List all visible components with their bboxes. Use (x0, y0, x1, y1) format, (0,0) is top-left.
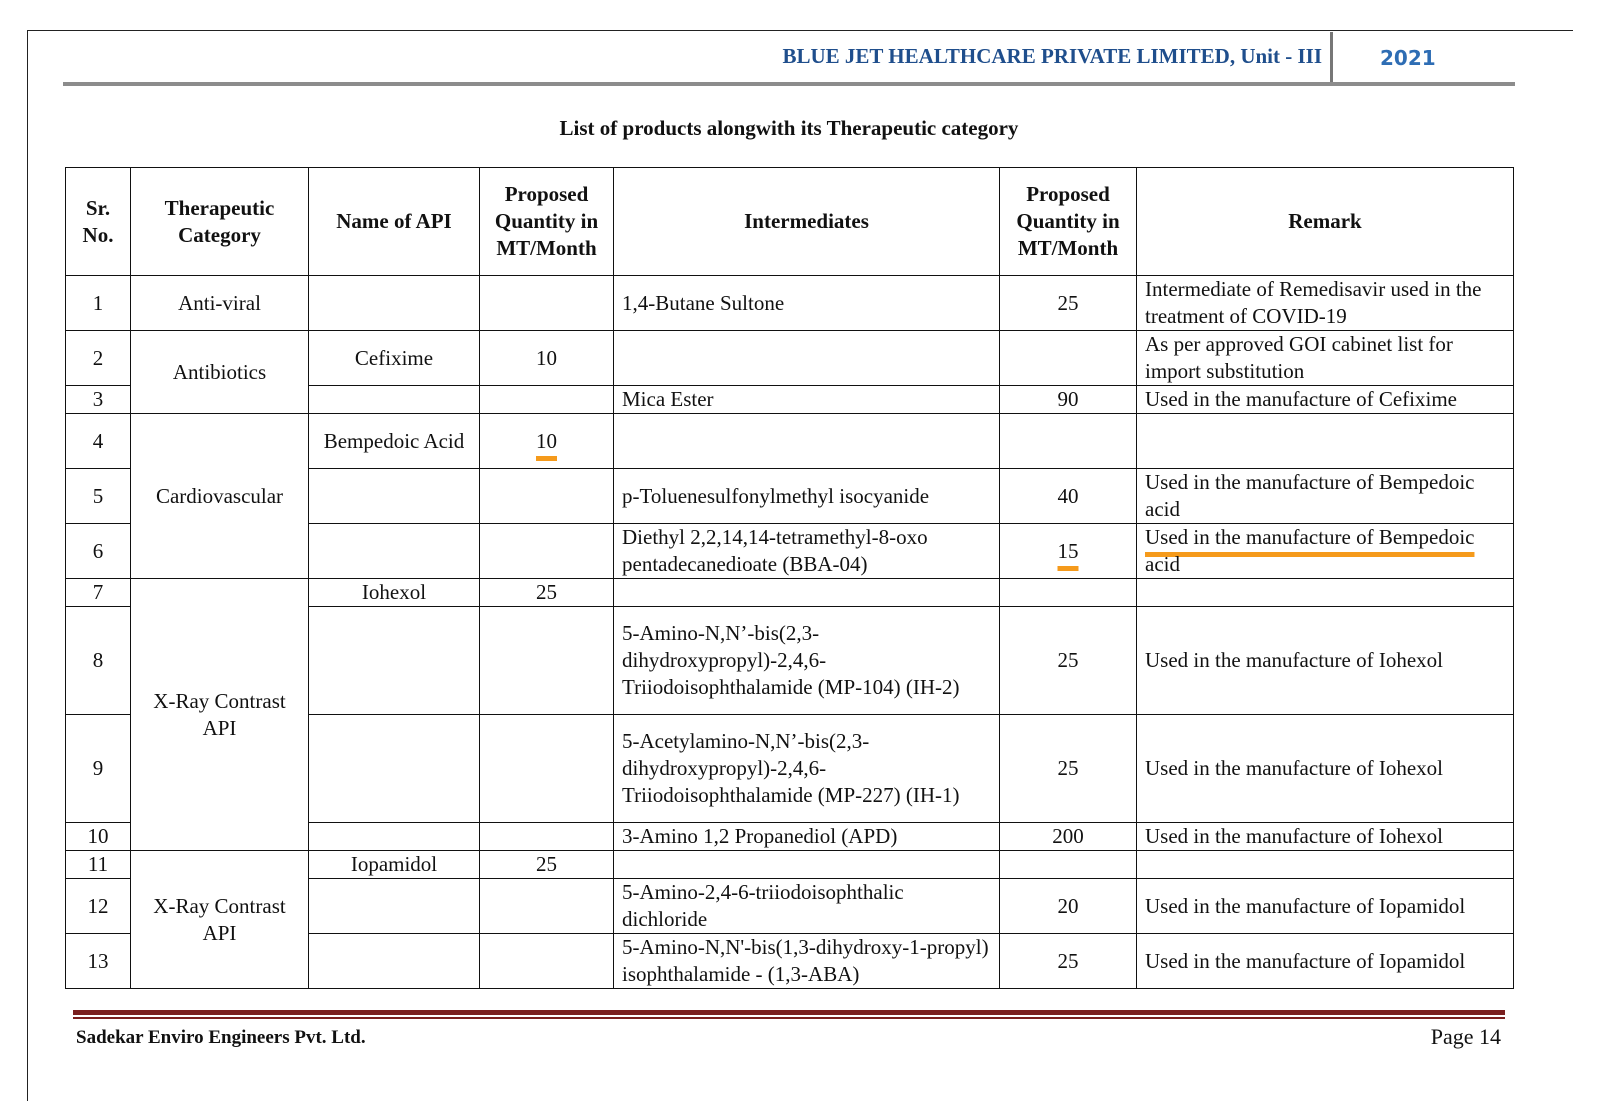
sr-no-cell: 6 (66, 524, 131, 579)
header-year: 2021 (1380, 46, 1436, 70)
category-cell: X-Ray Contrast API (131, 851, 309, 989)
intermediate-cell (614, 579, 1000, 607)
remark-cell: Used in the manufacture of Iopamidol (1137, 934, 1514, 989)
table-row (66, 414, 1514, 469)
api-cell (309, 524, 480, 579)
footer-rule-thin (73, 1017, 1505, 1019)
intermediate-quantity-cell: 25 (1000, 276, 1137, 331)
header-api-quantity: Proposed Quantity in MT/Month (480, 168, 614, 276)
header-intermediate-quantity: Proposed Quantity in MT/Month (1000, 168, 1137, 276)
api-quantity-cell: 25 (480, 579, 614, 607)
api-quantity-cell (480, 823, 614, 851)
api-cell: Iopamidol (309, 851, 480, 879)
header-remark: Remark (1137, 168, 1514, 276)
table-row (66, 331, 1514, 386)
api-quantity-cell (480, 414, 614, 469)
remark-cell (1137, 414, 1514, 469)
intermediate-cell: 5-Amino-2,4-6-triiodoisophthalic dichloride (614, 879, 1000, 934)
intermediate-quantity-cell (1000, 579, 1137, 607)
sr-no-cell: 11 (66, 851, 131, 879)
intermediate-quantity-cell (1000, 851, 1137, 879)
intermediate-cell: 5-Amino-N,N'-bis(1,3-dihydroxy-1-propyl) isophthalamide - (1,3-ABA) (614, 934, 1000, 989)
remark-cell: Used in the manufacture of Iohexol (1137, 607, 1514, 715)
api-quantity-cell (480, 469, 614, 524)
remark-cell: Used in the manufacture of Iohexol (1137, 715, 1514, 823)
table-row (66, 579, 1514, 607)
intermediate-quantity-cell: 20 (1000, 879, 1137, 934)
sr-no-cell: 3 (66, 386, 131, 414)
intermediate-quantity-cell (1000, 331, 1137, 386)
api-cell: Cefixime (309, 331, 480, 386)
header-api-name: Name of API (309, 168, 480, 276)
header-rule (63, 82, 1515, 86)
sr-no-cell: 4 (66, 414, 131, 469)
intermediate-cell (614, 414, 1000, 469)
api-cell (309, 823, 480, 851)
header-sr-no: Sr. No. (66, 168, 131, 276)
intermediate-cell: Mica Ester (614, 386, 1000, 414)
header-divider (1330, 32, 1333, 85)
intermediate-quantity-cell (1000, 414, 1137, 469)
table-row (66, 851, 1514, 879)
remark-cell (1137, 524, 1514, 579)
category-cell: Cardiovascular (131, 414, 309, 579)
api-quantity-cell (480, 607, 614, 715)
remark-cell (1137, 851, 1514, 879)
category-cell: Antibiotics (131, 331, 309, 414)
highlighted-remark: Used in the manufacture of Bempedoic acid (1145, 525, 1475, 576)
api-cell (309, 715, 480, 823)
header-intermediates: Intermediates (614, 168, 1000, 276)
api-quantity-cell (480, 715, 614, 823)
remark-cell (1137, 579, 1514, 607)
api-quantity-cell (480, 879, 614, 934)
highlighted-value: 10 (536, 428, 557, 453)
page-number: Page 14 (1430, 1024, 1501, 1049)
sr-no-cell: 10 (66, 823, 131, 851)
sr-no-cell: 9 (66, 715, 131, 823)
intermediate-cell: Diethyl 2,2,14,14-tetramethyl-8-oxo pentadecanedioate (BBA-04) (614, 524, 1000, 579)
footer-rule (73, 1010, 1505, 1015)
table-row (66, 276, 1514, 331)
api-quantity-cell: 25 (480, 851, 614, 879)
table-header-row (66, 168, 1514, 276)
sr-no-cell: 2 (66, 331, 131, 386)
intermediate-cell (614, 331, 1000, 386)
sr-no-cell: 1 (66, 276, 131, 331)
intermediate-cell: p-Toluenesulfonylmethyl isocyanide (614, 469, 1000, 524)
remark-cell: As per approved GOI cabinet list for import substitution (1137, 331, 1514, 386)
api-quantity-cell (480, 386, 614, 414)
remark-cell: Intermediate of Remedisavir used in the treatment of COVID-19 (1137, 276, 1514, 331)
api-cell (309, 607, 480, 715)
api-cell: Iohexol (309, 579, 480, 607)
intermediate-quantity-cell: 25 (1000, 934, 1137, 989)
remark-cell: Used in the manufacture of Bempedoic acid (1137, 469, 1514, 524)
api-quantity-cell (480, 524, 614, 579)
intermediate-quantity-cell: 40 (1000, 469, 1137, 524)
intermediate-quantity-cell (1000, 524, 1137, 579)
footer-company: Sadekar Enviro Engineers Pvt. Ltd. (76, 1027, 366, 1048)
api-cell: Bempedoic Acid (309, 414, 480, 469)
header-category: Therapeutic Category (131, 168, 309, 276)
sr-no-cell: 8 (66, 607, 131, 715)
highlighted-value: 15 (1057, 538, 1079, 563)
intermediate-cell: 1,4-Butane Sultone (614, 276, 1000, 331)
api-quantity-cell (480, 276, 614, 331)
api-cell (309, 386, 480, 414)
intermediate-cell: 5-Amino-N,N’-bis(2,3-dihydroxypropyl)-2,4,6-Triiodoisophthalamide (MP-104) (IH-2) (614, 607, 1000, 715)
sr-no-cell: 7 (66, 579, 131, 607)
products-table (65, 167, 1514, 989)
remark-cell: Used in the manufacture of Iopamidol (1137, 879, 1514, 934)
intermediate-quantity-cell: 200 (1000, 823, 1137, 851)
api-quantity-cell (480, 934, 614, 989)
sr-no-cell: 13 (66, 934, 131, 989)
sr-no-cell: 5 (66, 469, 131, 524)
intermediate-quantity-cell: 90 (1000, 386, 1137, 414)
sr-no-cell: 12 (66, 879, 131, 934)
intermediate-cell (614, 851, 1000, 879)
category-cell: Anti-viral (131, 276, 309, 331)
header-company-name: BLUE JET HEALTHCARE PRIVATE LIMITED, Unit - III (782, 44, 1322, 68)
remark-cell: Used in the manufacture of Iohexol (1137, 823, 1514, 851)
remark-cell: Used in the manufacture of Cefixime (1137, 386, 1514, 414)
api-cell (309, 276, 480, 331)
document-title: List of products alongwith its Therapeutic category (559, 116, 1019, 140)
intermediate-quantity-cell: 25 (1000, 607, 1137, 715)
intermediate-quantity-cell: 25 (1000, 715, 1137, 823)
intermediate-cell: 5-Acetylamino-N,N’-bis(2,3-dihydroxypropyl)-2,4,6-Triiodoisophthalamide (MP-227) (IH-1) (614, 715, 1000, 823)
api-cell (309, 934, 480, 989)
category-cell: X-Ray Contrast API (131, 579, 309, 851)
api-quantity-cell: 10 (480, 331, 614, 386)
api-cell (309, 879, 480, 934)
api-cell (309, 469, 480, 524)
intermediate-cell: 3-Amino 1,2 Propanediol (APD) (614, 823, 1000, 851)
